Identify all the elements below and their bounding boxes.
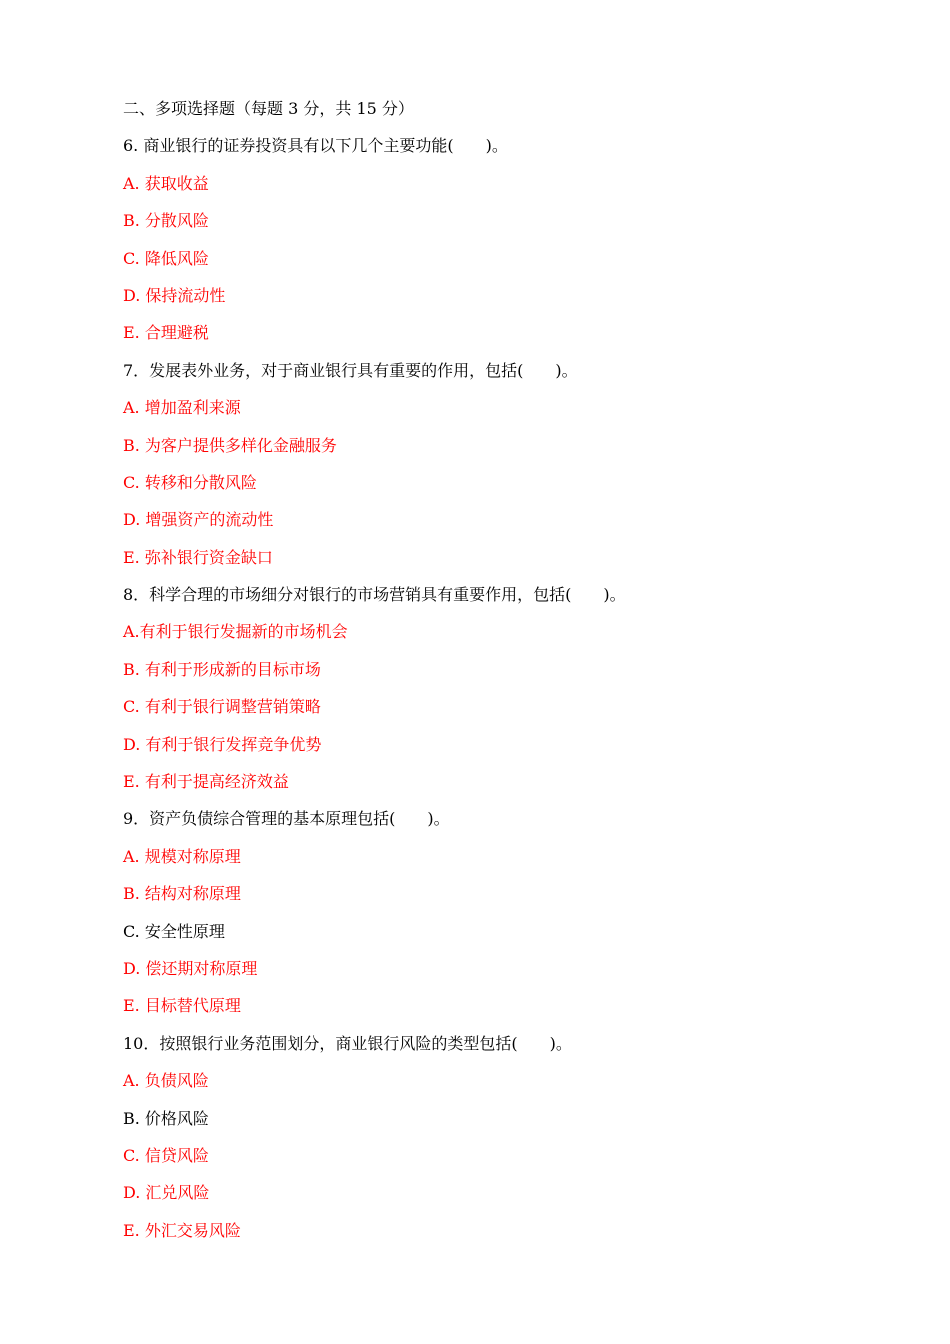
option-c: C. 信贷风险: [123, 1145, 209, 1165]
option-e: E. 外汇交易风险: [123, 1220, 241, 1240]
question-block: [123, 584, 843, 808]
option-c: C. 有利于银行调整营销策略: [123, 697, 321, 717]
option-a: A. 负债风险: [123, 1071, 209, 1091]
option-d: D. 汇兑风险: [123, 1183, 210, 1203]
option-a: A. 增加盈利来源: [123, 398, 241, 418]
option-b: B. 为客户提供多样化金融服务: [123, 435, 337, 455]
option-a: A. 获取收益: [123, 173, 209, 193]
option-d: D. 偿还期对称原理: [123, 958, 258, 978]
question-stem: 8．科学合理的市场细分对银行的市场营销具有重要作用，包括( )。: [123, 585, 626, 605]
question-block: [123, 1033, 843, 1257]
option-d: D. 有利于银行发挥竞争优势: [123, 734, 322, 754]
option-d: D. 保持流动性: [123, 285, 226, 305]
option-a: A.有利于银行发掘新的市场机会: [123, 622, 348, 642]
question-block: [123, 360, 843, 584]
option-c: C. 安全性原理: [123, 921, 225, 941]
option-a: A. 规模对称原理: [123, 846, 241, 866]
exam-page: [123, 98, 843, 1257]
option-e: E. 目标替代原理: [123, 996, 241, 1016]
option-e: E. 合理避税: [123, 323, 209, 343]
option-d: D. 增强资产的流动性: [123, 510, 274, 530]
question-stem: 6. 商业银行的证券投资具有以下几个主要功能( )。: [123, 136, 508, 156]
option-b: B. 分散风险: [123, 211, 209, 231]
option-b: B. 结构对称原理: [123, 884, 241, 904]
question-stem: 7．发展表外业务，对于商业银行具有重要的作用，包括( )。: [123, 360, 578, 380]
question-stem: 9．资产负债综合管理的基本原理包括( )。: [123, 809, 450, 829]
option-c: C. 转移和分散风险: [123, 472, 257, 492]
option-b: B. 有利于形成新的目标市场: [123, 659, 321, 679]
question-stem: 10．按照银行业务范围划分，商业银行风险的类型包括( )。: [123, 1033, 572, 1053]
option-e: E. 有利于提高经济效益: [123, 772, 289, 792]
option-c: C. 降低风险: [123, 248, 209, 268]
question-block: [123, 135, 843, 359]
section-heading: 二、多项选择题（每题 3 分，共 15 分）: [123, 99, 414, 118]
question-block: [123, 808, 843, 1032]
option-b: B. 价格风险: [123, 1108, 209, 1128]
option-e: E. 弥补银行资金缺口: [123, 547, 273, 567]
